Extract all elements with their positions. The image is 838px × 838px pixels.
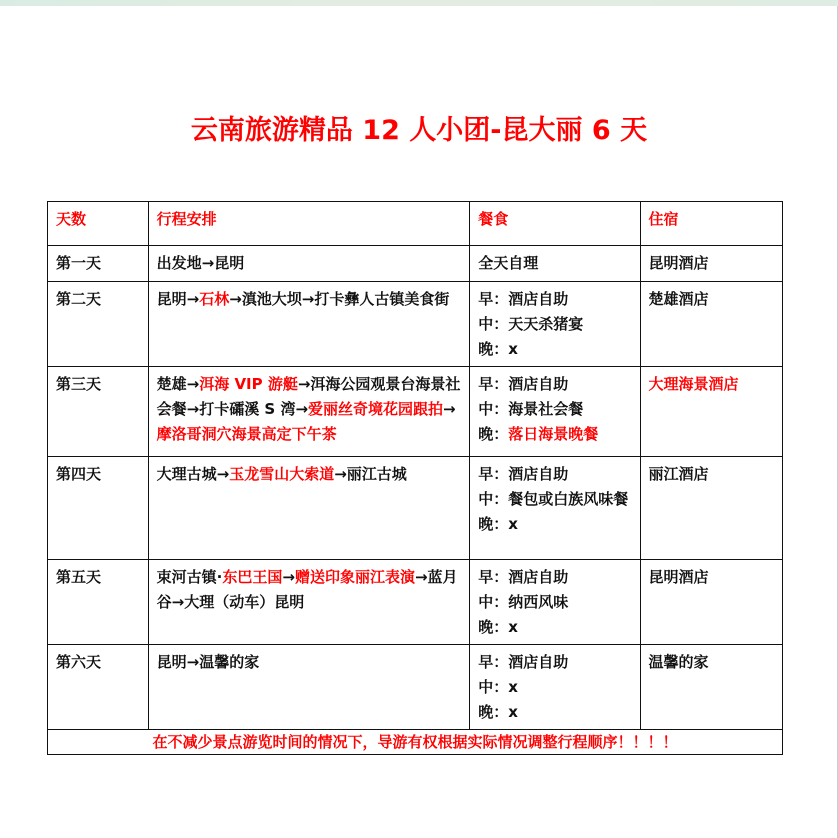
header-meals: 餐食 [470, 202, 640, 246]
meal-line [478, 565, 631, 590]
meal-label: 中： [478, 490, 509, 508]
meal-label: 早： [478, 568, 509, 586]
header-hotel: 住宿 [640, 202, 782, 246]
itinerary-cell [148, 282, 470, 367]
meal-value: 酒店自助 [508, 375, 569, 393]
top-strip [0, 0, 838, 6]
itinerary-segment: →蓝月谷→大理（动车）昆明 [156, 568, 458, 611]
meal-value: 餐包或白族风味餐 [508, 490, 629, 508]
itinerary-segment: 石林 [199, 290, 230, 308]
meal-label: 晚： [478, 703, 509, 721]
meal-line [478, 422, 631, 447]
meal-label: 全天自理 [478, 254, 539, 272]
itinerary-segment: 束河古镇· [156, 568, 223, 586]
itinerary-cell [148, 645, 470, 730]
day-cell: 第三天 [48, 367, 149, 457]
itinerary-cell [148, 457, 470, 560]
meal-line [478, 675, 631, 700]
meal-value: x [508, 515, 518, 533]
meal-label: 早： [478, 290, 509, 308]
itinerary-segment: 昆明→ [156, 290, 200, 308]
day-cell: 第一天 [48, 246, 149, 282]
meals-cell [470, 282, 640, 367]
meal-line [478, 462, 631, 487]
itinerary-cell [148, 246, 470, 282]
meal-line [478, 372, 631, 397]
itinerary-segment: 玉龙雪山大索道 [229, 465, 335, 483]
meal-label: 中： [478, 678, 509, 696]
hotel-cell [640, 282, 782, 367]
itinerary-cell [148, 560, 470, 645]
page-title: 云南旅游精品 12 人小团-昆大丽 6 天 [190, 115, 648, 146]
header-day: 天数 [48, 202, 149, 246]
meals-cell [470, 246, 640, 282]
itinerary-segment: 昆明→温馨的家 [156, 653, 260, 671]
itinerary-table [47, 201, 783, 755]
table-row [48, 457, 783, 560]
table-header-row [48, 202, 783, 246]
meal-label: 晚： [478, 425, 509, 443]
meal-value: 酒店自助 [508, 290, 569, 308]
itinerary-segment: 洱海 VIP 游艇 [199, 375, 298, 393]
itinerary-cell [148, 367, 470, 457]
meal-value: 海景社会餐 [508, 400, 584, 418]
meal-line [478, 312, 631, 337]
meal-label: 晚： [478, 515, 509, 533]
itinerary-segment: →滇池大坝→打卡彝人古镇美食街 [229, 290, 450, 308]
itinerary-segment: 出发地→昆明 [156, 254, 245, 272]
table-row [48, 246, 783, 282]
meal-label: 早： [478, 375, 509, 393]
hotel-name: 温馨的家 [648, 653, 709, 671]
hotel-name: 昆明酒店 [648, 568, 709, 586]
meal-label: 中： [478, 315, 509, 333]
itinerary-segment: 摩洛哥洞穴海景高定下午茶 [156, 425, 337, 443]
meal-value: 天天杀猪宴 [508, 315, 584, 333]
footer-note: 在不减少景点游览时间的情况下，导游有权根据实际情况调整行程顺序！！！！ [48, 730, 783, 755]
table-row [48, 560, 783, 645]
itinerary-segment: → [282, 568, 295, 586]
itinerary-segment: 大理古城→ [156, 465, 230, 483]
meal-line [478, 487, 631, 512]
meal-line [478, 397, 631, 422]
meal-value: 酒店自助 [508, 568, 569, 586]
hotel-name: 丽江酒店 [648, 465, 709, 483]
meal-label: 中： [478, 400, 509, 418]
hotel-name: 昆明酒店 [648, 254, 709, 272]
meals-cell [470, 457, 640, 560]
meal-line [478, 650, 631, 675]
day-cell: 第五天 [48, 560, 149, 645]
meals-cell [470, 645, 640, 730]
meal-label: 早： [478, 653, 509, 671]
meal-value: x [508, 618, 518, 636]
itinerary-segment: 东巴王国 [222, 568, 283, 586]
itinerary-segment: →洱海公园观景台海景社会餐→打卡礵溪 S 湾→ [156, 375, 461, 418]
itinerary-segment: 赠送印象丽江表演 [294, 568, 415, 586]
meal-value: x [508, 678, 518, 696]
meal-value: 纳西风味 [508, 593, 569, 611]
hotel-cell [640, 645, 782, 730]
hotel-cell [640, 367, 782, 457]
meals-cell [470, 367, 640, 457]
itinerary-segment: →丽江古城 [334, 465, 407, 483]
meal-label: 晚： [478, 618, 509, 636]
table-row [48, 282, 783, 367]
meal-line [478, 512, 631, 537]
meal-label: 中： [478, 593, 509, 611]
hotel-cell [640, 457, 782, 560]
meal-value: 酒店自助 [508, 465, 569, 483]
meal-line [478, 251, 631, 276]
meals-cell [470, 560, 640, 645]
table-row [48, 367, 783, 457]
meal-line [478, 615, 631, 640]
meal-value: x [508, 340, 518, 358]
meal-line [478, 700, 631, 725]
meal-value: 落日海景晚餐 [508, 425, 599, 443]
hotel-cell [640, 560, 782, 645]
day-cell: 第六天 [48, 645, 149, 730]
hotel-name: 楚雄酒店 [648, 290, 709, 308]
day-cell: 第四天 [48, 457, 149, 560]
meal-value: x [508, 703, 518, 721]
itinerary-segment: 楚雄→ [156, 375, 200, 393]
meal-label: 晚： [478, 340, 509, 358]
footer-row [48, 730, 783, 755]
day-cell: 第二天 [48, 282, 149, 367]
meal-value: 酒店自助 [508, 653, 569, 671]
header-itinerary: 行程安排 [148, 202, 470, 246]
meal-label: 早： [478, 465, 509, 483]
meal-line [478, 590, 631, 615]
hotel-cell [640, 246, 782, 282]
itinerary-segment: → [443, 400, 456, 418]
itinerary-segment: 爱丽丝奇境花园跟拍 [308, 400, 444, 418]
meal-line [478, 337, 631, 362]
hotel-name: 大理海景酒店 [648, 375, 739, 393]
table-row [48, 645, 783, 730]
meal-line [478, 287, 631, 312]
